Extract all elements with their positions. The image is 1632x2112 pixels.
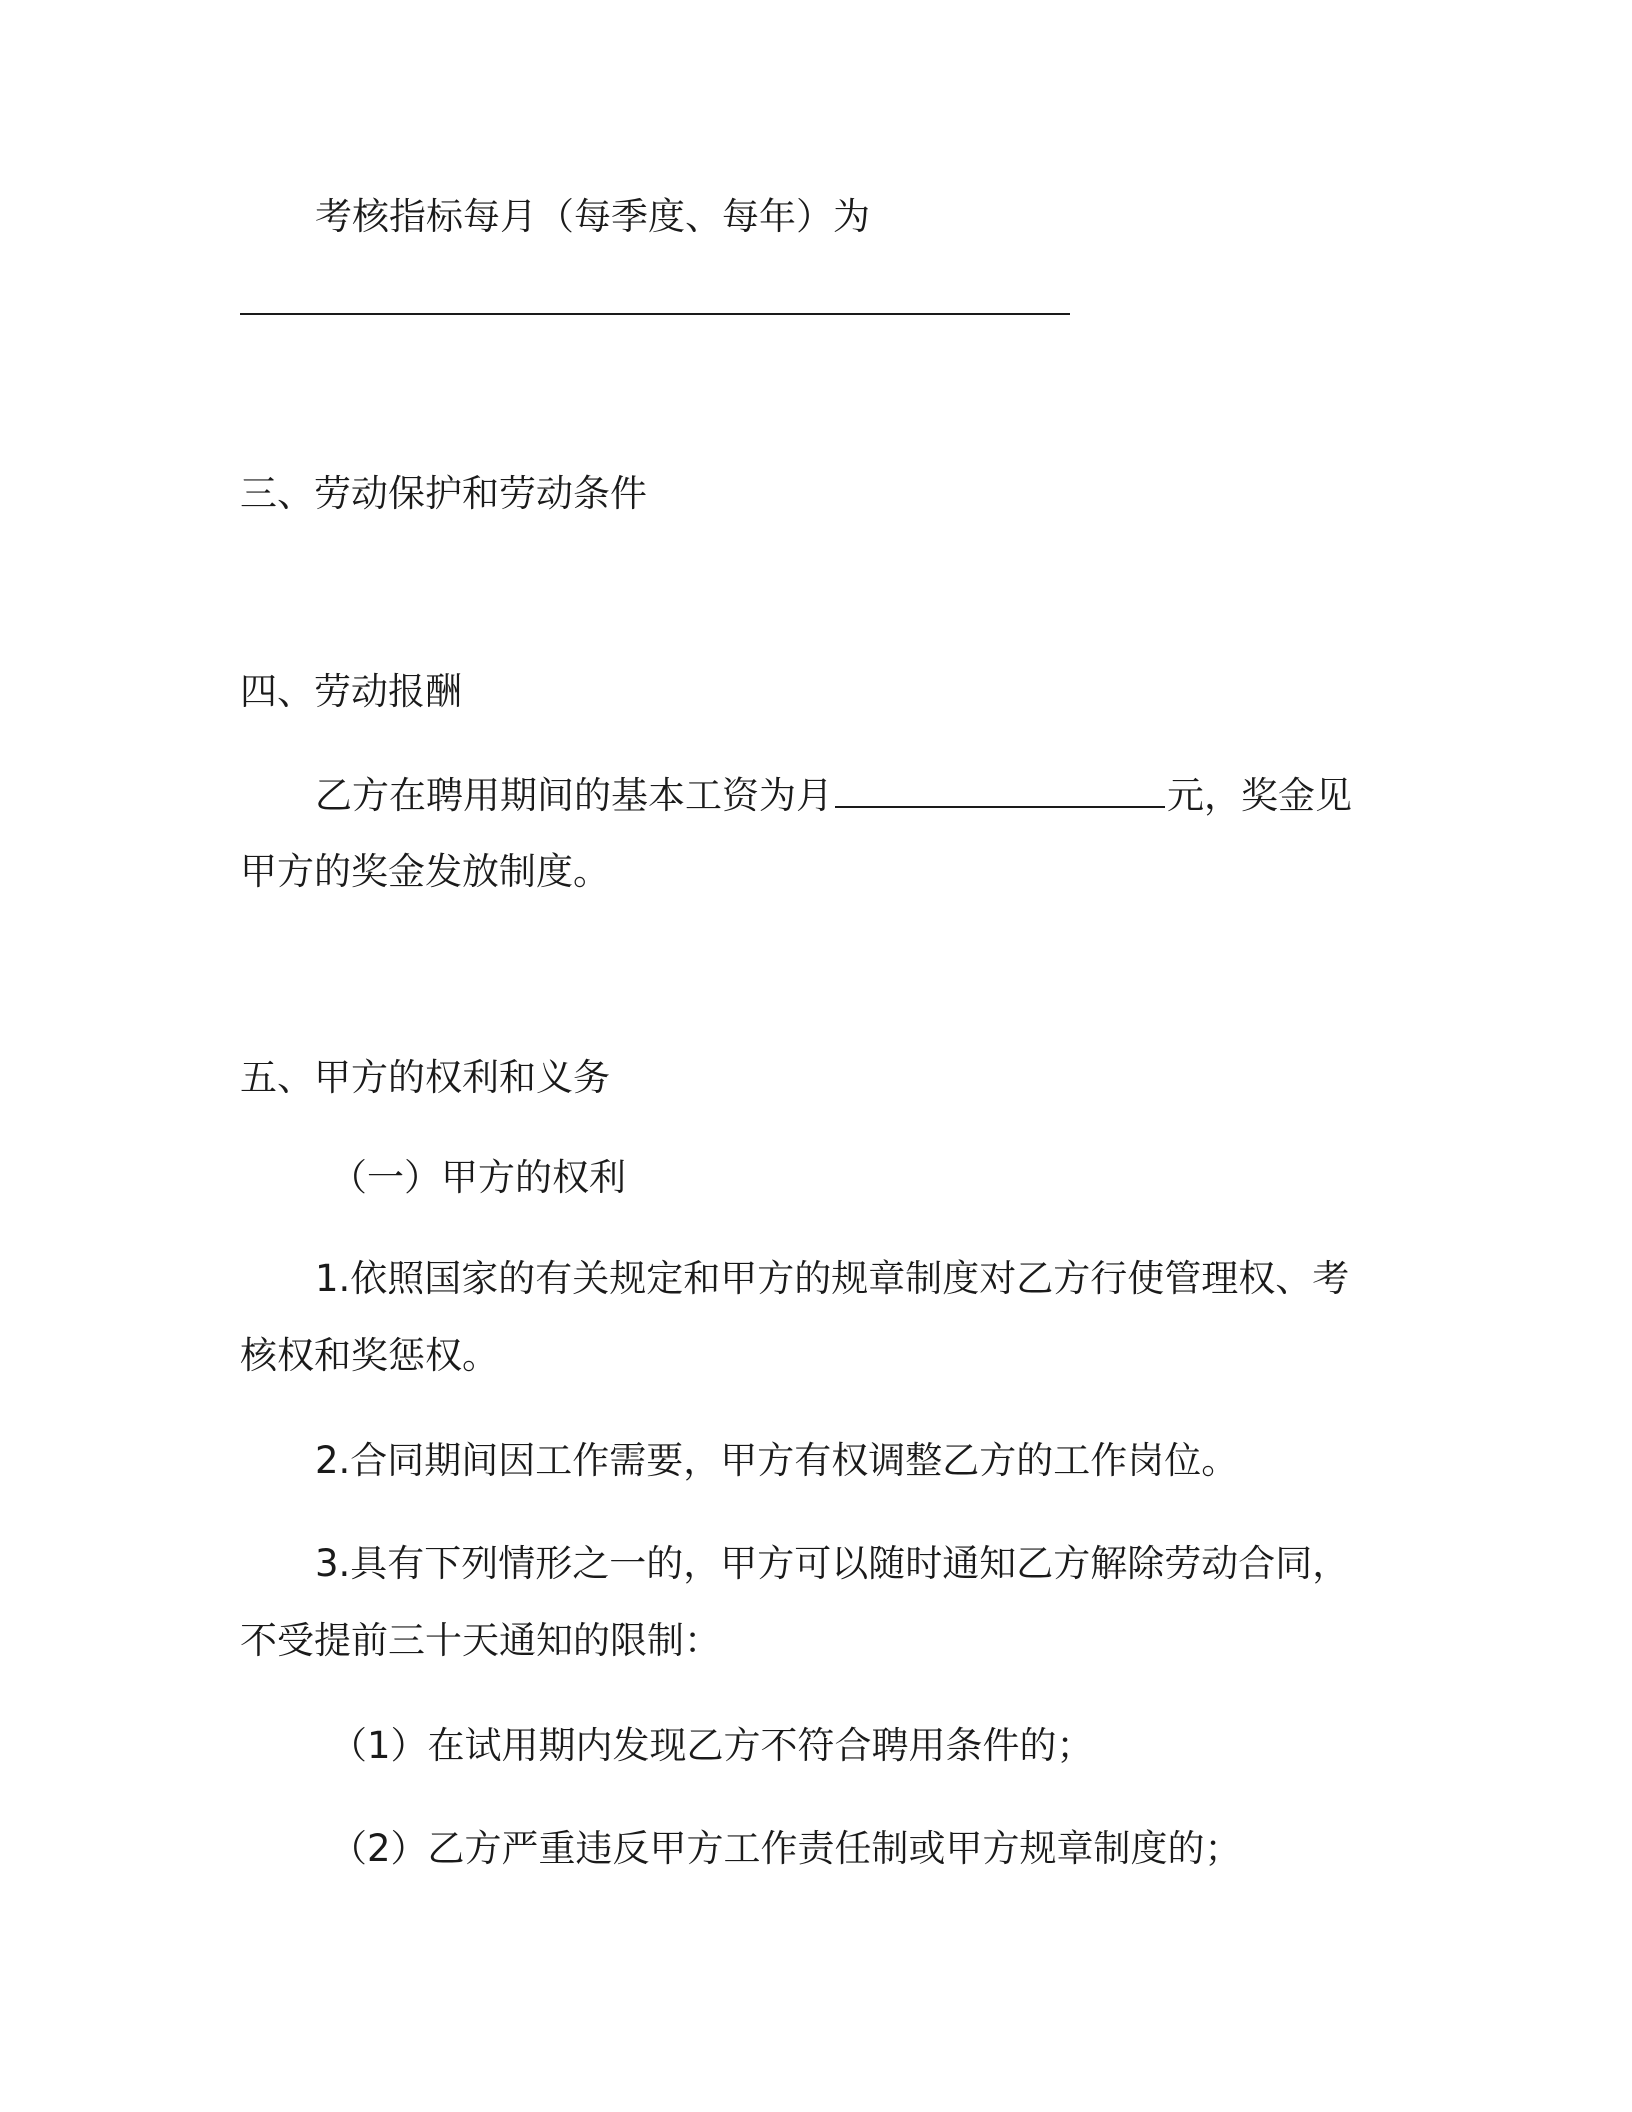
salary-paragraph-line1 [315, 772, 1352, 820]
section4-heading: 四、劳动报酬 [240, 670, 462, 713]
section3-heading: 三、劳动保护和劳动条件 [240, 472, 647, 515]
assessment-line: 考核指标每月（每季度、每年）为 [315, 195, 870, 238]
salary-paragraph-line2: 甲方的奖金发放制度。 [240, 850, 610, 893]
salary-text-before: 乙方在聘用期间的基本工资为月 [315, 774, 833, 817]
item2: 2.合同期间因工作需要，甲方有权调整乙方的工作岗位。 [315, 1439, 1239, 1482]
assessment-blank-line [240, 313, 1070, 315]
salary-text-after: 元，奖金见 [1167, 774, 1352, 817]
subsection1-heading: （一）甲方的权利 [330, 1156, 626, 1199]
item3-line2: 不受提前三十天通知的限制： [240, 1619, 721, 1662]
salary-blank [835, 772, 1165, 808]
item1-line2: 核权和奖惩权。 [240, 1334, 499, 1377]
item1-line1: 1.依照国家的有关规定和甲方的规章制度对乙方行使管理权、考 [315, 1257, 1350, 1300]
clause1: （1）在试用期内发现乙方不符合聘用条件的； [330, 1724, 1094, 1767]
clause2: （2）乙方严重违反甲方工作责任制或甲方规章制度的； [330, 1827, 1242, 1870]
section5-heading: 五、甲方的权利和义务 [240, 1056, 610, 1099]
item3-line1: 3.具有下列情形之一的，甲方可以随时通知乙方解除劳动合同， [315, 1542, 1350, 1585]
